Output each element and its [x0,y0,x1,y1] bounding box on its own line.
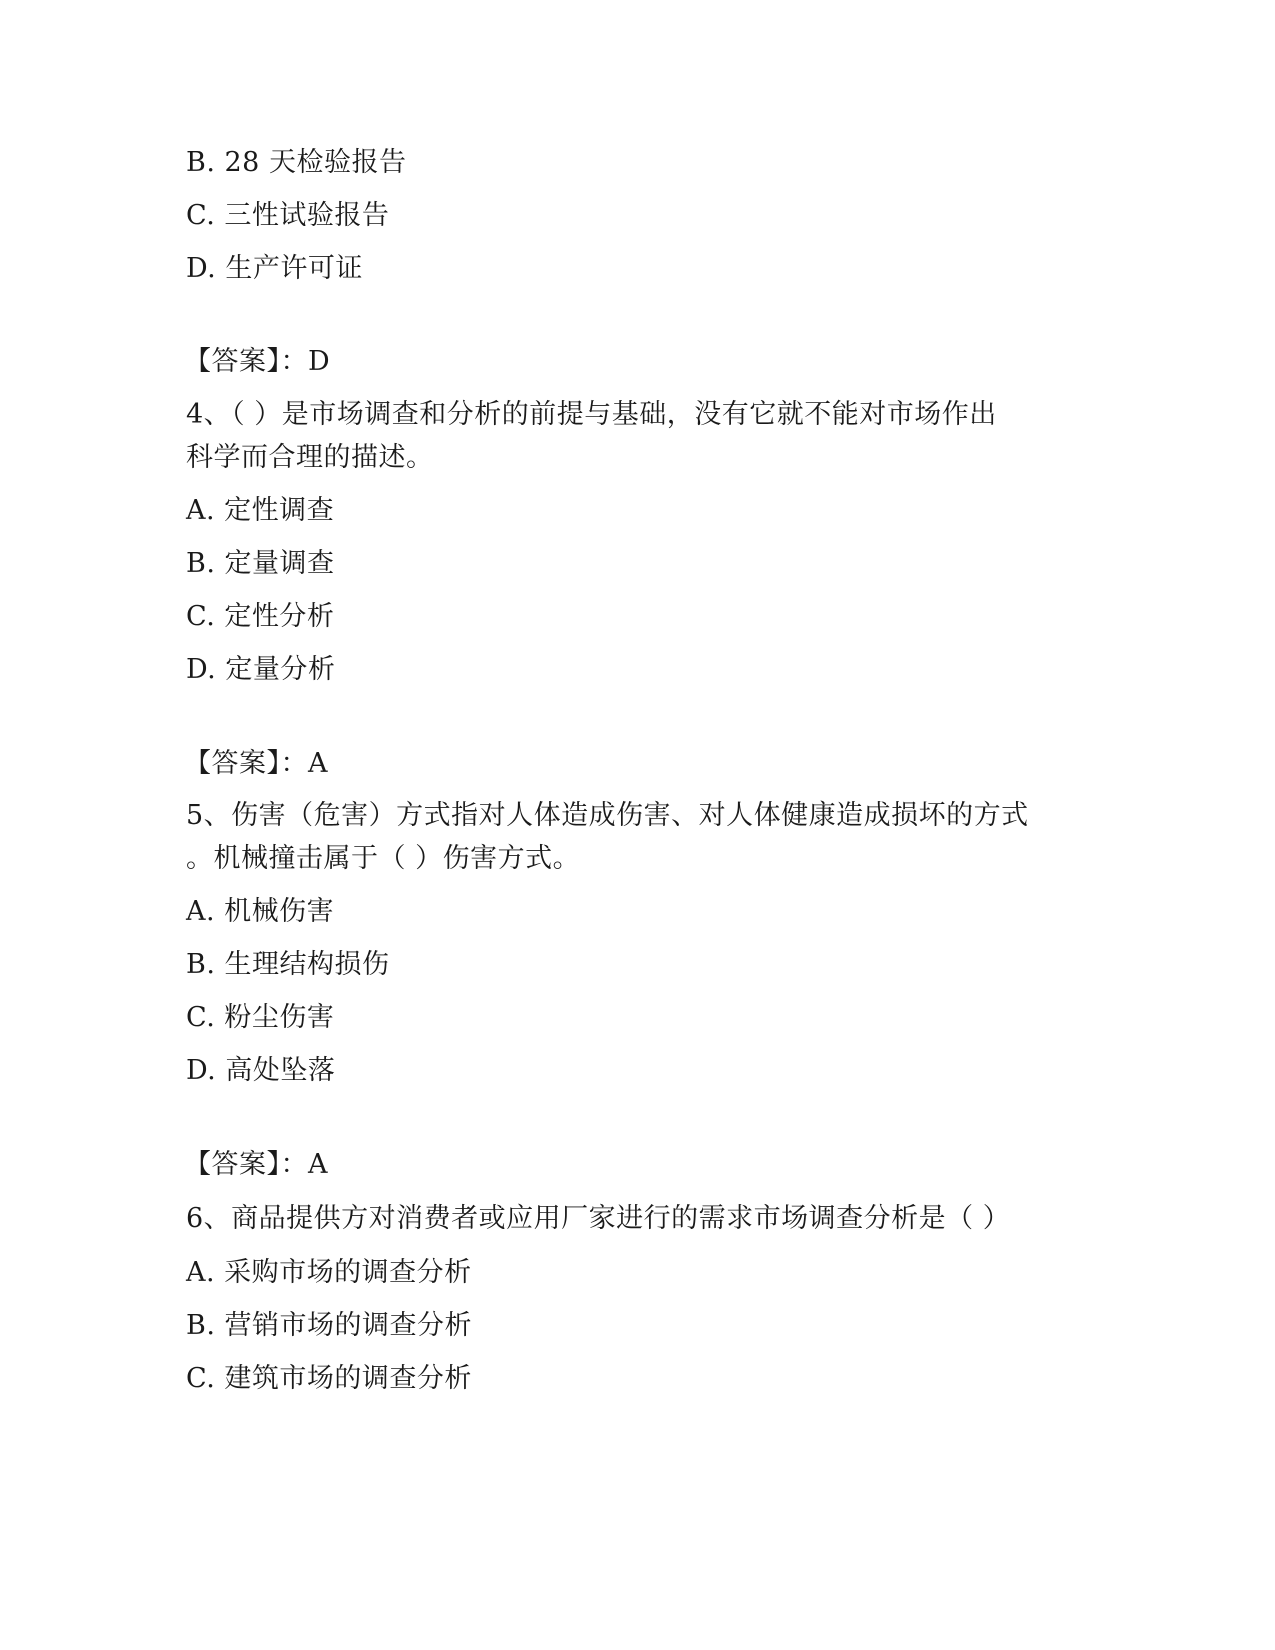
q5-option-c: C. 粉尘伤害 [186,1002,335,1033]
q4-option-b: B. 定量调查 [186,548,335,579]
q5-option-b: B. 生理结构损伤 [186,949,390,980]
q6-option-a: A. 采购市场的调查分析 [186,1257,472,1288]
q4-option-c: C. 定性分析 [186,601,335,632]
q3-option-d: D. 生产许可证 [186,253,363,284]
q6-stem-line1: 6、商品提供方对消费者或应用厂家进行的需求市场调查分析是（ ） [186,1203,1011,1234]
q5-option-a: A. 机械伤害 [186,896,335,927]
q4-option-d: D. 定量分析 [186,654,336,685]
q4-option-a: A. 定性调查 [186,495,335,526]
q5-answer: 【答案】：A [184,1149,328,1180]
q3-option-c: C. 三性试验报告 [186,200,390,231]
q4-stem-line2: 科学而合理的描述。 [186,442,434,473]
q5-stem-line2: 。机械撞击属于（ ）伤害方式。 [186,843,581,874]
q6-option-c: C. 建筑市场的调查分析 [186,1363,472,1394]
q6-option-b: B. 营销市场的调查分析 [186,1310,473,1341]
q5-stem-line1: 5、伤害（危害）方式指对人体造成伤害、对人体健康造成损坏的方式 [186,800,1029,831]
q3-option-b: B. 28 天检验报告 [186,147,407,178]
q5-option-d: D. 高处坠落 [186,1055,336,1086]
q4-stem-line1: 4、（ ）是市场调查和分析的前提与基础，没有它就不能对市场作出 [186,399,997,430]
q3-answer: 【答案】：D [184,346,331,377]
q4-answer: 【答案】：A [184,748,328,779]
